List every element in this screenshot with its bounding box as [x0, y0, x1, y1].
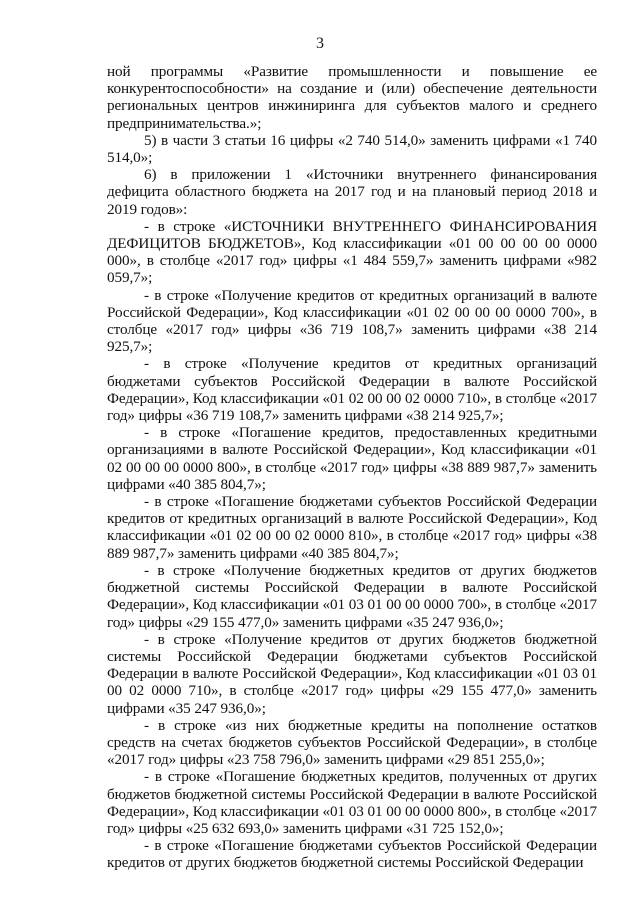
- paragraph-row-credit-receipt: - в строке «Получение кредитов от кредитных организаций в валюте Российской Федерации», Код классификации «01 02 00 00 00 0000 700», в столбце «2017 год» цифры «36 719 108,7» заменить цифрами «38 214 925,7»;: [107, 286, 597, 356]
- paragraph-row-budget-credits-balances: - в строке «из них бюджетные кредиты на пополнение остатков средств на счетах бюджетов субъектов Российской Федерации», в столбце «2017 год» цифры «23 758 796,0» заменить цифрами «29 851 255,0»;: [107, 716, 597, 769]
- paragraph-row-budget-credit-repayment-subjects: - в строке «Погашение бюджетами субъектов Российской Федерации кредитов от других бюджетов бюджетной системы Российской Федерации: [107, 837, 597, 872]
- paragraph-row-budget-credit-repayment: - в строке «Погашение бюджетных кредитов, полученных от других бюджетов бюджетной системы Российской Федерации в валюте Российской Федерации», Код классификации «01 03 01 00 00 0000 800», в столбце «2017 год» цифры «25 632 693,0» заменить цифрами «31 725 152,0»;: [107, 768, 597, 837]
- paragraph-row-credit-receipt-subjects: - в строке «Получение кредитов от кредитных организаций бюджетами субъектов Российской Федерации в валюте Российской Федерации», Код классификации «01 02 00 00 02 0000 710», в столбце «2017 год» цифры «36 719 108,7» заменить цифрами «38 214 925,7»;: [107, 355, 597, 425]
- paragraph-row-budget-credit-receipt: - в строке «Получение бюджетных кредитов от других бюджетов бюджетной системы Российской Федерации в валюте Российской Федерации», Код классификации «01 03 01 00 00 0000 700», в столбце «2017 год» цифры «29 155 477,0» заменить цифрами «35 247 936,0»;: [107, 561, 597, 631]
- paragraph-row-sources: - в строке «ИСТОЧНИКИ ВНУТРЕННЕГО ФИНАНСИРОВАНИЯ ДЕФИЦИТОВ БЮДЖЕТОВ», Код классификации «01 00 00 00 00 0000 000», в столбце «2017 год» цифры «1 484 559,7» заменить цифрами «982 059,7»;: [107, 217, 597, 287]
- paragraph-continuation: ной программы «Развитие промышленности и повышение ее конкурентоспособности» на создание и (или) обеспечение деятельности региональных центров инжиниринга для субъектов малого и среднего предпринимательства.»;: [107, 63, 597, 132]
- paragraph-item-6: 6) в приложении 1 «Источники внутреннего финансирования дефицита областного бюджета на 2017 год и на плановый период 2018 и 2019 годов»:: [107, 166, 597, 218]
- page-number: 3: [316, 35, 324, 52]
- paragraph-item-5: 5) в части 3 статьи 16 цифры «2 740 514,0» заменить цифрами «1 740 514,0»;: [107, 131, 597, 167]
- paragraph-row-credit-repayment-subjects: - в строке «Погашение бюджетами субъектов Российской Федерации кредитов от кредитных организаций в валюте Российской Федерации», Код классификации «01 02 00 00 02 0000 810», в столбце «2017 год» цифры «38 889 987,7» заменить цифрами «40 385 804,7»;: [107, 493, 597, 562]
- document-body: [107, 63, 597, 872]
- paragraph-row-budget-credit-receipt-subjects: - в строке «Получение кредитов от других бюджетов бюджетной системы Российской Федерации бюджетами субъектов Российской Федерации в валюте Российской Федерации», Код классификации «01 03 01 00 02 0000 710», в столбце «2017 год» цифры «29 155 477,0» заменить цифрами «35 247 936,0»;: [107, 630, 597, 717]
- paragraph-row-credit-repayment: - в строке «Погашение кредитов, предоставленных кредитными организациями в валюте Российской Федерации», Код классификации «01 02 00 00 00 0000 800», в столбце «2017 год» цифры «38 889 987,7» заменить цифрами «40 385 804,7»;: [107, 424, 597, 493]
